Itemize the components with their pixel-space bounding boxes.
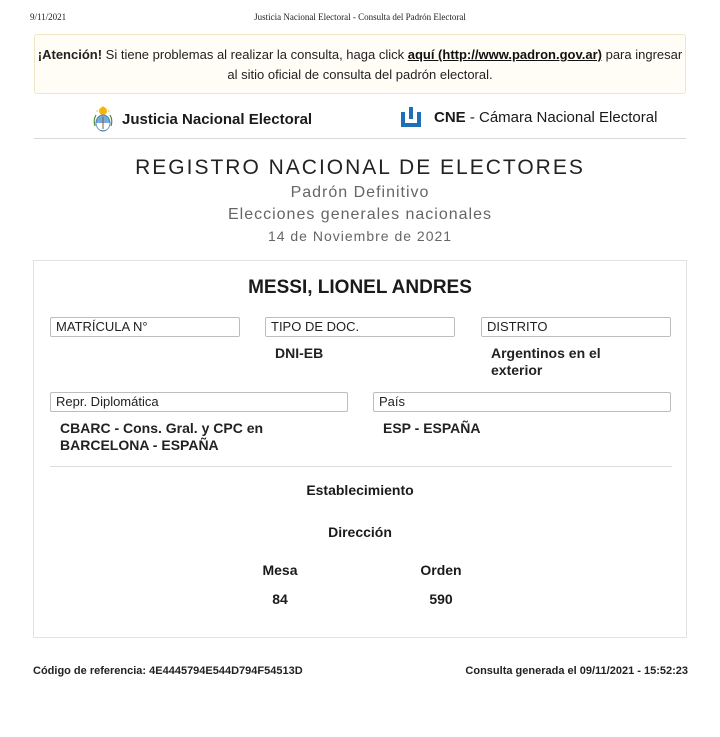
repr-diplomatica-field: Repr. Diplomática bbox=[50, 392, 348, 412]
reference-value: 4E4445794E544D794F54513D bbox=[149, 665, 303, 677]
elecciones-subtitle: Elecciones generales nacionales bbox=[227, 206, 493, 223]
distrito-field: DISTRITO bbox=[481, 317, 671, 337]
cne-abbr: CNE bbox=[434, 108, 466, 126]
section-divider bbox=[50, 466, 672, 467]
mesa-label: Mesa bbox=[262, 562, 298, 578]
orden-value: 590 bbox=[429, 591, 453, 607]
attention-alert bbox=[34, 34, 686, 94]
reference-label: Código de referencia: bbox=[33, 665, 150, 677]
mesa-value: 84 bbox=[272, 591, 288, 607]
registro-title: REGISTRO NACIONAL DE ELECTORES bbox=[135, 156, 585, 179]
establecimiento-label: Establecimiento bbox=[306, 482, 414, 498]
registro-header bbox=[0, 154, 720, 246]
alert-text-1: Si tiene problemas al realizar la consulta, haga click bbox=[102, 47, 408, 62]
print-date: 9/11/2021 bbox=[30, 12, 67, 22]
repr-diplomatica-value bbox=[60, 420, 263, 454]
direccion-label: Dirección bbox=[328, 524, 392, 540]
alert-text-2: para ingresar al sitio oficial de consulta del padrón electoral. bbox=[227, 47, 683, 82]
distrito-value-line1: Argentinos en el bbox=[491, 345, 601, 361]
distrito-value-line2: exterior bbox=[491, 362, 543, 378]
jne-brand bbox=[92, 106, 312, 132]
brand-bar bbox=[34, 98, 686, 139]
generated-value: 09/11/2021 - 15:52:23 bbox=[579, 665, 688, 677]
tipo-doc-value: DNI-EB bbox=[275, 345, 324, 361]
cne-name bbox=[434, 109, 657, 126]
orden-label: Orden bbox=[420, 562, 462, 578]
elector-card bbox=[33, 260, 687, 638]
generated-at bbox=[465, 665, 688, 677]
alert-bold: ¡Atención! bbox=[37, 47, 103, 62]
print-title: Justicia Nacional Electoral - Consulta del Padrón Electoral bbox=[254, 12, 466, 22]
cne-logo-icon bbox=[400, 106, 422, 128]
distrito-value bbox=[491, 345, 601, 379]
padron-subtitle: Padrón Definitivo bbox=[290, 184, 430, 201]
print-header bbox=[30, 12, 690, 26]
jne-name: Justicia Nacional Electoral bbox=[122, 110, 313, 128]
pais-field: País bbox=[373, 392, 671, 412]
repr-value-line1: CBARC - Cons. Gral. y CPC en bbox=[60, 420, 264, 436]
reference-code bbox=[33, 665, 303, 677]
election-date: 14 de Noviembre de 2021 bbox=[267, 228, 453, 244]
tipo-doc-field: TIPO DE DOC. bbox=[265, 317, 455, 337]
generated-label: Consulta generada el bbox=[465, 665, 580, 677]
pais-value: ESP - ESPAÑA bbox=[383, 420, 481, 436]
matricula-field: MATRÍCULA N° bbox=[50, 317, 240, 337]
repr-value-line2: BARCELONA - ESPAÑA bbox=[60, 437, 219, 453]
cne-brand bbox=[400, 106, 657, 128]
elector-name: MESSI, LIONEL ANDRES bbox=[248, 277, 472, 298]
cne-full: - Cámara Nacional Electoral bbox=[465, 108, 658, 126]
argentina-coat-of-arms-icon bbox=[92, 106, 114, 132]
padron-link[interactable]: aquí (http://www.padron.gov.ar) bbox=[407, 47, 602, 62]
